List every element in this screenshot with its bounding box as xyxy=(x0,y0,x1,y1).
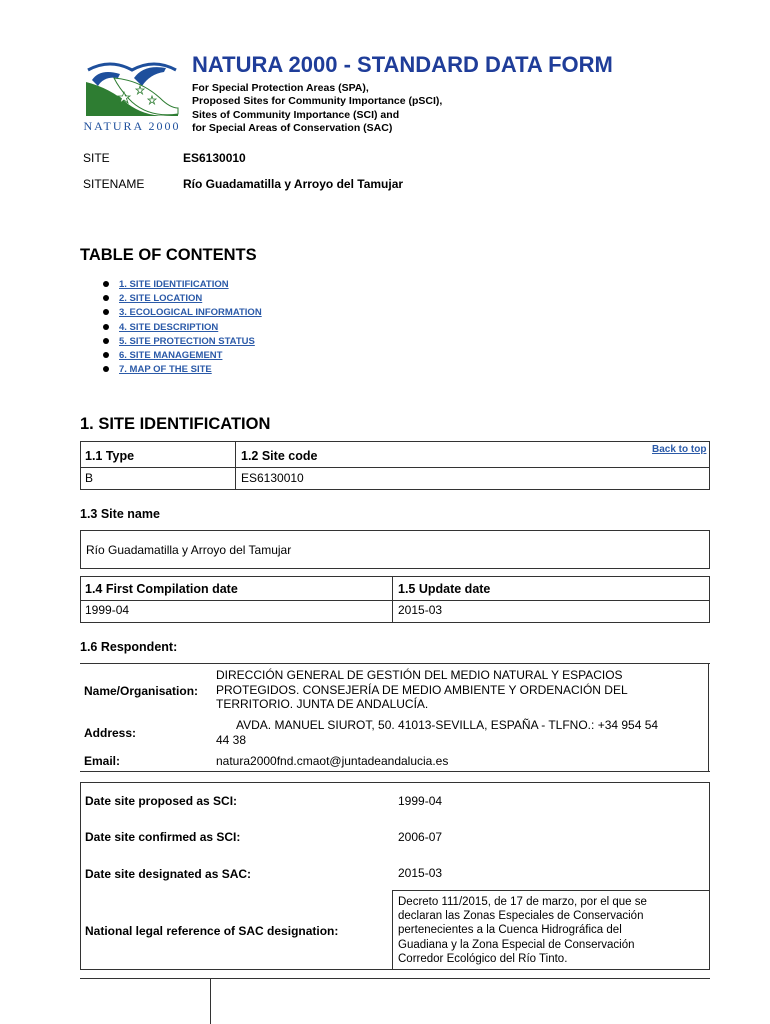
proposed-sci-label: Date site proposed as SCI: xyxy=(85,794,238,808)
table-divider xyxy=(80,663,710,664)
site-name-label: 1.3 Site name xyxy=(80,507,160,521)
toc-item xyxy=(100,364,262,378)
sitename-label: SITENAME xyxy=(83,177,145,191)
natura-2000-logo xyxy=(80,52,184,134)
address-label: Address: xyxy=(84,726,137,740)
table-divider xyxy=(80,600,710,601)
page-title: NATURA 2000 - STANDARD DATA FORM xyxy=(192,52,613,77)
name-organisation-label: Name/Organisation: xyxy=(84,684,199,698)
toc-item xyxy=(100,293,262,307)
email-value: natura2000fnd.cmaot@juntadeandalucia.es xyxy=(216,754,449,768)
address-value: AVDA. MANUEL SIUROT, 50. 41013-SEVILLA, ESPAÑA - TLFNO.: +34 954 54 44 38 xyxy=(216,718,659,747)
toc-item xyxy=(100,307,262,321)
site-code-label: 1.2 Site code xyxy=(241,449,318,463)
name-organisation-value: DIRECCIÓN GENERAL DE GESTIÓN DEL MEDIO NATURAL Y ESPACIOS PROTEGIDOS. CONSEJERÍA DE MEDIO AMBIENTE Y ORDENACIÓN DEL TERRITORIO. JUNTA DE ANDALUCÍA. xyxy=(216,668,628,711)
type-value: B xyxy=(85,471,94,485)
toc-item xyxy=(100,336,262,350)
back-to-top-link[interactable]: Back to top xyxy=(652,444,707,455)
table-divider xyxy=(210,978,211,1024)
toc-link-ecological-information[interactable]: 3. ECOLOGICAL INFORMATION xyxy=(119,307,262,319)
table-divider xyxy=(80,978,710,979)
toc-link-site-location[interactable]: 2. SITE LOCATION xyxy=(119,293,203,305)
toc-link-site-protection-status[interactable]: 5. SITE PROTECTION STATUS xyxy=(119,335,255,347)
table-divider xyxy=(392,576,393,622)
first-compilation-value: 1999-04 xyxy=(85,603,130,617)
toc-link-map-of-the-site[interactable]: 7. MAP OF THE SITE xyxy=(119,364,212,376)
sitename-value: Río Guadamatilla y Arroyo del Tamujar xyxy=(183,177,404,191)
toc-item xyxy=(100,322,262,336)
table-divider xyxy=(392,890,393,969)
type-label: 1.1 Type xyxy=(85,449,135,463)
toc-list xyxy=(100,279,262,378)
site-name-value: Río Guadamatilla y Arroyo del Tamujar xyxy=(86,543,292,557)
site-code-value: ES6130010 xyxy=(241,471,304,485)
designated-sac-label: Date site designated as SAC: xyxy=(85,867,252,881)
designated-sac-value: 2015-03 xyxy=(398,866,443,880)
section-heading-site-identification: 1. SITE IDENTIFICATION xyxy=(80,415,271,433)
toc-link-site-description[interactable]: 4. SITE DESCRIPTION xyxy=(119,321,219,333)
legal-reference-label: National legal reference of SAC designation: xyxy=(85,924,339,938)
respondent-label: 1.6 Respondent: xyxy=(80,640,178,654)
type-code-table xyxy=(80,441,710,490)
update-date-label: 1.5 Update date xyxy=(398,582,491,596)
proposed-sci-value: 1999-04 xyxy=(398,794,443,808)
table-divider xyxy=(235,441,236,489)
toc-item xyxy=(100,350,262,364)
email-label: Email: xyxy=(84,754,121,768)
table-divider xyxy=(80,771,710,772)
confirmed-sci-label: Date site confirmed as SCI: xyxy=(85,830,241,844)
logo-text: NATURA 2000 xyxy=(83,119,181,133)
table-divider xyxy=(708,663,709,772)
toc-link-site-management[interactable]: 6. SITE MANAGEMENT xyxy=(119,349,223,361)
confirmed-sci-value: 2006-07 xyxy=(398,830,443,844)
update-date-value: 2015-03 xyxy=(398,603,443,617)
site-label: SITE xyxy=(83,151,110,165)
toc-link-site-identification[interactable]: 1. SITE IDENTIFICATION xyxy=(119,279,229,290)
site-value: ES6130010 xyxy=(183,151,246,165)
toc-heading: TABLE OF CONTENTS xyxy=(80,246,257,264)
table-divider xyxy=(80,467,710,468)
toc-item xyxy=(100,279,262,293)
first-compilation-label: 1.4 First Compilation date xyxy=(85,582,238,596)
legal-reference-value: Decreto 111/2015, de 17 de marzo, por el que se declaran las Zonas Especiales de Conservación pertenecientes a la Cuenca Hidrográfica del Guadiana y la Zona Especial de Conservación Corredor Ecológico del Río Tinto. xyxy=(398,896,647,965)
table-divider xyxy=(392,890,709,891)
page-subtitle: For Special Protection Areas (SPA), Proposed Sites for Community Importance (pSCI), Sites of Community Importance (SCI) and for Special Areas of Conservation (SAC) xyxy=(192,82,443,135)
